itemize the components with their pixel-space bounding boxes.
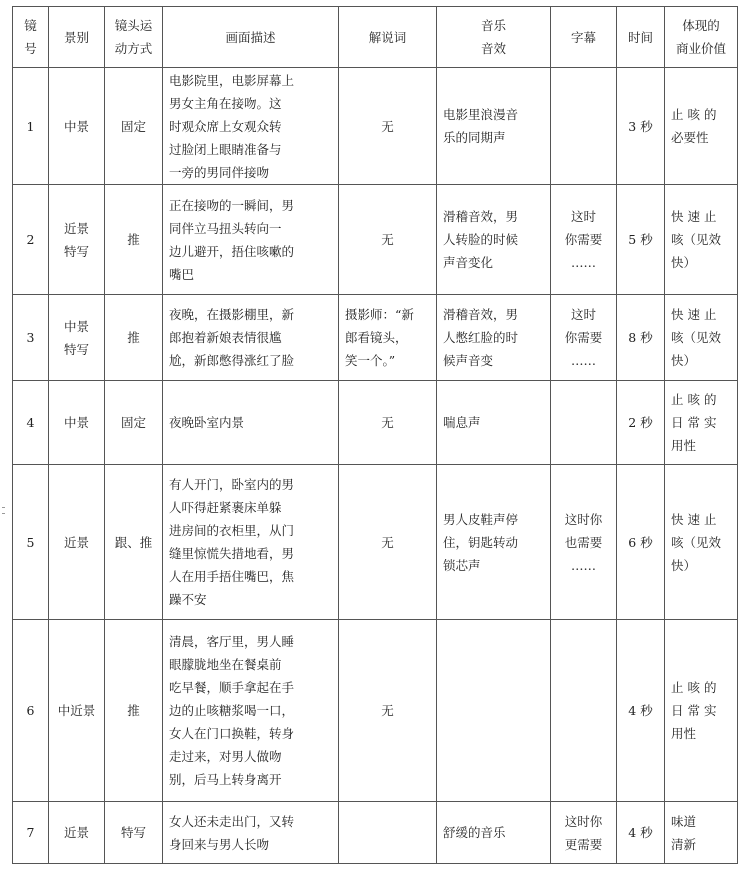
camera-movement-cell: 推 bbox=[105, 620, 163, 802]
table-row bbox=[13, 802, 738, 864]
camera-movement-cell: 固定 bbox=[105, 68, 163, 185]
camera-movement-cell: 特写 bbox=[105, 802, 163, 864]
caption-cell: 这时你 也需要 …… bbox=[551, 465, 617, 620]
camera-movement-cell: 固定 bbox=[105, 381, 163, 465]
shot-number-cell: 7 bbox=[13, 802, 49, 864]
header-scene-description: 画面描述 bbox=[163, 7, 339, 68]
camera-movement-cell: 推 bbox=[105, 185, 163, 295]
shot-number-cell: 3 bbox=[13, 295, 49, 381]
header-time: 时间 bbox=[617, 7, 665, 68]
shot-size-cell: 中景 bbox=[49, 68, 105, 185]
commercial-value-cell: 止 咳 的 日 常 实 用性 bbox=[665, 381, 738, 465]
table-row bbox=[13, 620, 738, 802]
narration-cell: 无 bbox=[339, 185, 437, 295]
time-cell: 5 秒 bbox=[617, 185, 665, 295]
caption-cell bbox=[551, 620, 617, 802]
shot-number-cell: 1 bbox=[13, 68, 49, 185]
table-row bbox=[13, 185, 738, 295]
commercial-value-cell: 止 咳 的 日 常 实 用性 bbox=[665, 620, 738, 802]
header-commercial-value: 体现的 商业价值 bbox=[665, 7, 738, 68]
narration-cell: 无 bbox=[339, 68, 437, 185]
shot-number-cell: 2 bbox=[13, 185, 49, 295]
header-caption: 字幕 bbox=[551, 7, 617, 68]
time-cell: 2 秒 bbox=[617, 381, 665, 465]
table-row bbox=[13, 381, 738, 465]
table-row bbox=[13, 68, 738, 185]
shot-size-cell: 中景 bbox=[49, 381, 105, 465]
header-music-sound: 音乐 音效 bbox=[437, 7, 551, 68]
caption-cell: 这时 你需要 …… bbox=[551, 295, 617, 381]
table-row bbox=[13, 465, 738, 620]
commercial-value-cell: 味道 清新 bbox=[665, 802, 738, 864]
header-shot-size: 景别 bbox=[49, 7, 105, 68]
margin-mark bbox=[2, 504, 5, 518]
scene-description-cell: 电影院里，电影屏幕上 男女主角在接吻。这 时观众席上女观众转 过脸闭上眼睛准备与 一旁的男同伴接吻 bbox=[163, 68, 339, 185]
header-row bbox=[13, 7, 738, 68]
shot-size-cell: 近景 bbox=[49, 465, 105, 620]
shot-number-cell: 6 bbox=[13, 620, 49, 802]
time-cell: 3 秒 bbox=[617, 68, 665, 185]
scene-description-cell: 正在接吻的一瞬间，男 同伴立马扭头转向一 边儿避开，捂住咳嗽的 嘴巴 bbox=[163, 185, 339, 295]
music-sound-cell: 滑稽音效，男 人转脸的时候 声音变化 bbox=[437, 185, 551, 295]
scene-description-cell: 女人还未走出门，又转 身回来与男人长吻 bbox=[163, 802, 339, 864]
shot-size-cell: 近景 特写 bbox=[49, 185, 105, 295]
music-sound-cell: 滑稽音效，男 人憋红脸的时 候声音变 bbox=[437, 295, 551, 381]
camera-movement-cell: 推 bbox=[105, 295, 163, 381]
commercial-value-cell: 快 速 止 咳（见效 快） bbox=[665, 465, 738, 620]
shot-size-cell: 近景 bbox=[49, 802, 105, 864]
time-cell: 6 秒 bbox=[617, 465, 665, 620]
narration-cell bbox=[339, 802, 437, 864]
scene-description-cell: 有人开门，卧室内的男 人吓得赶紧裹床单躲 进房间的衣柜里，从门 缝里惊慌失措地看，男 人在用手捂住嘴巴，焦 躁不安 bbox=[163, 465, 339, 620]
header-shot-number: 镜 号 bbox=[13, 7, 49, 68]
shot-number-cell: 4 bbox=[13, 381, 49, 465]
narration-cell: 无 bbox=[339, 381, 437, 465]
shot-size-cell: 中近景 bbox=[49, 620, 105, 802]
commercial-value-cell: 快 速 止 咳（见效 快） bbox=[665, 295, 738, 381]
shot-number-cell: 5 bbox=[13, 465, 49, 620]
camera-movement-cell: 跟、推 bbox=[105, 465, 163, 620]
narration-cell: 无 bbox=[339, 620, 437, 802]
commercial-value-cell: 止 咳 的 必要性 bbox=[665, 68, 738, 185]
caption-cell bbox=[551, 68, 617, 185]
time-cell: 8 秒 bbox=[617, 295, 665, 381]
table-row bbox=[13, 295, 738, 381]
music-sound-cell: 男人皮鞋声停 住，钥匙转动 锁芯声 bbox=[437, 465, 551, 620]
music-sound-cell: 喘息声 bbox=[437, 381, 551, 465]
caption-cell bbox=[551, 381, 617, 465]
commercial-value-cell: 快 速 止 咳（见效 快） bbox=[665, 185, 738, 295]
music-sound-cell: 电影里浪漫音 乐的同期声 bbox=[437, 68, 551, 185]
narration-cell: 无 bbox=[339, 465, 437, 620]
header-camera-movement: 镜头运 动方式 bbox=[105, 7, 163, 68]
scene-description-cell: 清晨，客厅里，男人睡 眼朦胧地坐在餐桌前 吃早餐，顺手拿起在手 边的止咳糖浆喝一口， 女人在门口换鞋，转身 走过来，对男人做吻 别，后马上转身离开 bbox=[163, 620, 339, 802]
shot-size-cell: 中景 特写 bbox=[49, 295, 105, 381]
narration-cell: 摄影师：“新 郎看镜头， 笑一个。” bbox=[339, 295, 437, 381]
scene-description-cell: 夜晚卧室内景 bbox=[163, 381, 339, 465]
storyboard-table bbox=[12, 6, 738, 864]
header-narration: 解说词 bbox=[339, 7, 437, 68]
music-sound-cell bbox=[437, 620, 551, 802]
time-cell: 4 秒 bbox=[617, 802, 665, 864]
music-sound-cell: 舒缓的音乐 bbox=[437, 802, 551, 864]
caption-cell: 这时你 更需要 bbox=[551, 802, 617, 864]
scene-description-cell: 夜晚，在摄影棚里，新 郎抱着新娘表情很尴 尬，新郎憋得涨红了脸 bbox=[163, 295, 339, 381]
caption-cell: 这时 你需要 …… bbox=[551, 185, 617, 295]
time-cell: 4 秒 bbox=[617, 620, 665, 802]
